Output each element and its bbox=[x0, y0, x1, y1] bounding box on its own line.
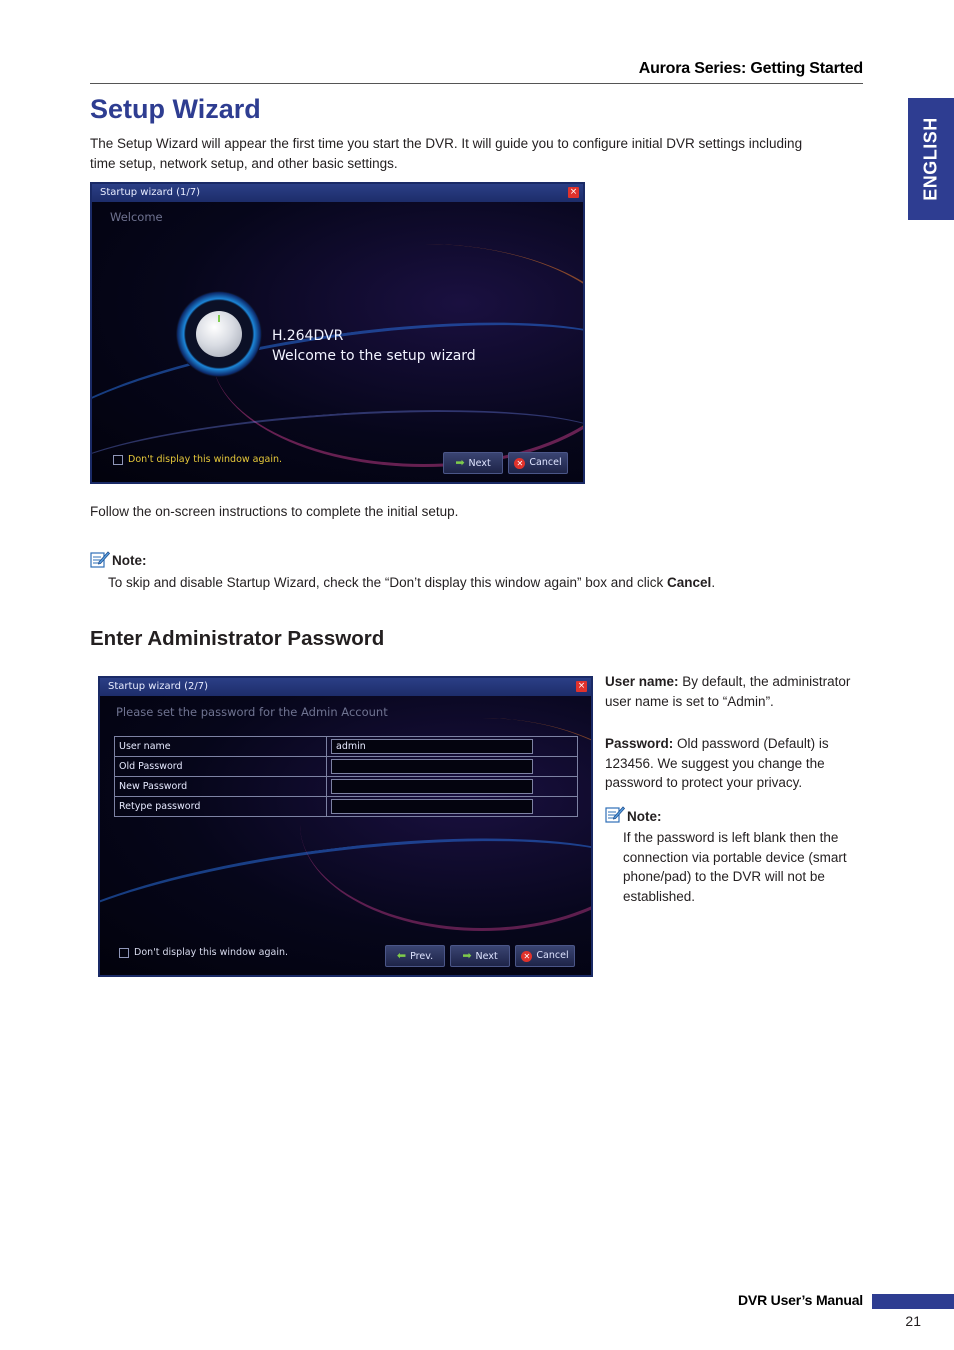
wizard-step-subtitle: Welcome bbox=[110, 210, 163, 224]
footer-title: DVR User’s Manual bbox=[738, 1292, 863, 1308]
next-button-label: Next bbox=[468, 458, 491, 469]
form-row-retype-password bbox=[115, 797, 577, 816]
page-number: 21 bbox=[905, 1313, 921, 1329]
arrow-right-icon: ➡ bbox=[455, 456, 465, 469]
follow-instructions: Follow the on-screen instructions to complete the initial setup. bbox=[90, 504, 459, 519]
knob-indicator bbox=[218, 315, 220, 322]
new-password-label: New Password bbox=[115, 777, 327, 796]
retype-password-label: Retype password bbox=[115, 797, 327, 816]
password-description bbox=[605, 734, 855, 793]
close-icon[interactable]: × bbox=[577, 681, 586, 691]
user-name-term: User name: bbox=[605, 674, 679, 689]
cancel-button-label: Cancel bbox=[529, 457, 562, 468]
section-title-admin-password: Enter Administrator Password bbox=[90, 627, 385, 650]
retype-password-field[interactable] bbox=[331, 799, 533, 814]
wizard-title-bar bbox=[100, 678, 591, 696]
password-form bbox=[114, 736, 578, 817]
cancel-button[interactable] bbox=[515, 945, 575, 967]
power-knob-icon bbox=[176, 291, 262, 377]
startup-wizard-screen-2 bbox=[98, 676, 593, 977]
arrow-right-icon: ➡ bbox=[462, 949, 472, 962]
retype-password-cell bbox=[327, 797, 577, 816]
note-cancel-emphasis: Cancel bbox=[667, 575, 712, 590]
cancel-button-label: Cancel bbox=[536, 950, 569, 961]
note-heading: Note: bbox=[112, 553, 147, 568]
dont-display-label: Don't display this window again. bbox=[128, 454, 283, 465]
note-text-part: To skip and disable Startup Wizard, check the “Don’t display this window again” box and click bbox=[108, 575, 668, 590]
note-text bbox=[108, 573, 715, 593]
form-row-old-password bbox=[115, 757, 577, 777]
wizard-title: Startup wizard (2/7) bbox=[108, 681, 208, 692]
note-text-end: . bbox=[711, 575, 716, 590]
user-name-field[interactable]: admin bbox=[331, 739, 533, 754]
form-row-new-password bbox=[115, 777, 577, 797]
cancel-button[interactable] bbox=[508, 452, 568, 474]
user-name-description bbox=[605, 672, 855, 711]
prev-button-label: Prev. bbox=[410, 951, 434, 962]
old-password-field[interactable] bbox=[331, 759, 533, 774]
old-password-cell bbox=[327, 757, 577, 776]
user-name-text: By default, the administrator user name is set to “Admin”. bbox=[605, 674, 851, 709]
startup-wizard-screen-1 bbox=[90, 182, 585, 484]
setup-wizard-intro: The Setup Wizard will appear the first time you start the DVR. It will guide you to configure initial DVR settings including time setup, network setup, and other basic settings. bbox=[90, 136, 803, 171]
form-row-user-name bbox=[115, 737, 577, 757]
footer-accent-bar bbox=[872, 1294, 954, 1309]
old-password-label: Old Password bbox=[115, 757, 327, 776]
product-name: H.264DVR bbox=[272, 328, 344, 344]
close-circle-icon: ✕ bbox=[521, 951, 532, 962]
next-button[interactable] bbox=[450, 945, 510, 967]
header-divider bbox=[90, 83, 863, 84]
new-password-field[interactable] bbox=[331, 779, 533, 794]
running-header: Aurora Series: Getting Started bbox=[638, 60, 863, 77]
wizard-title: Startup wizard (1/7) bbox=[100, 187, 200, 198]
note-pencil-icon bbox=[605, 805, 625, 823]
new-password-cell bbox=[327, 777, 577, 796]
section-title-setup-wizard: Setup Wizard bbox=[90, 94, 261, 124]
next-button-label: Next bbox=[475, 951, 498, 962]
note-text: If the password is left blank then the connection via portable device (smart phone/pad) to the DVR will not be established. bbox=[623, 830, 847, 904]
wizard-title-bar bbox=[92, 184, 583, 202]
user-name-cell bbox=[327, 737, 577, 756]
wizard-step-subtitle: Please set the password for the Admin Account bbox=[116, 705, 388, 719]
welcome-message: Welcome to the setup wizard bbox=[272, 348, 476, 364]
close-circle-icon: ✕ bbox=[514, 458, 525, 469]
dont-display-checkbox[interactable] bbox=[119, 948, 129, 958]
language-tab bbox=[908, 98, 954, 220]
prev-button[interactable] bbox=[385, 945, 445, 967]
close-icon[interactable]: × bbox=[569, 187, 578, 197]
dont-display-label: Don't display this window again. bbox=[134, 947, 289, 958]
note-pencil-icon bbox=[90, 550, 110, 568]
arrow-left-icon: ⬅ bbox=[396, 949, 407, 962]
next-button[interactable] bbox=[443, 452, 503, 474]
password-term: Password: bbox=[605, 736, 674, 751]
password-text: Old password (Default) is 123456. We suggest you change the password to protect your privacy. bbox=[605, 736, 829, 790]
language-tab-label: ENGLISH bbox=[920, 117, 941, 201]
note-heading: Note: bbox=[627, 809, 662, 824]
dont-display-checkbox[interactable] bbox=[113, 455, 123, 465]
user-name-label: User name bbox=[115, 737, 327, 756]
